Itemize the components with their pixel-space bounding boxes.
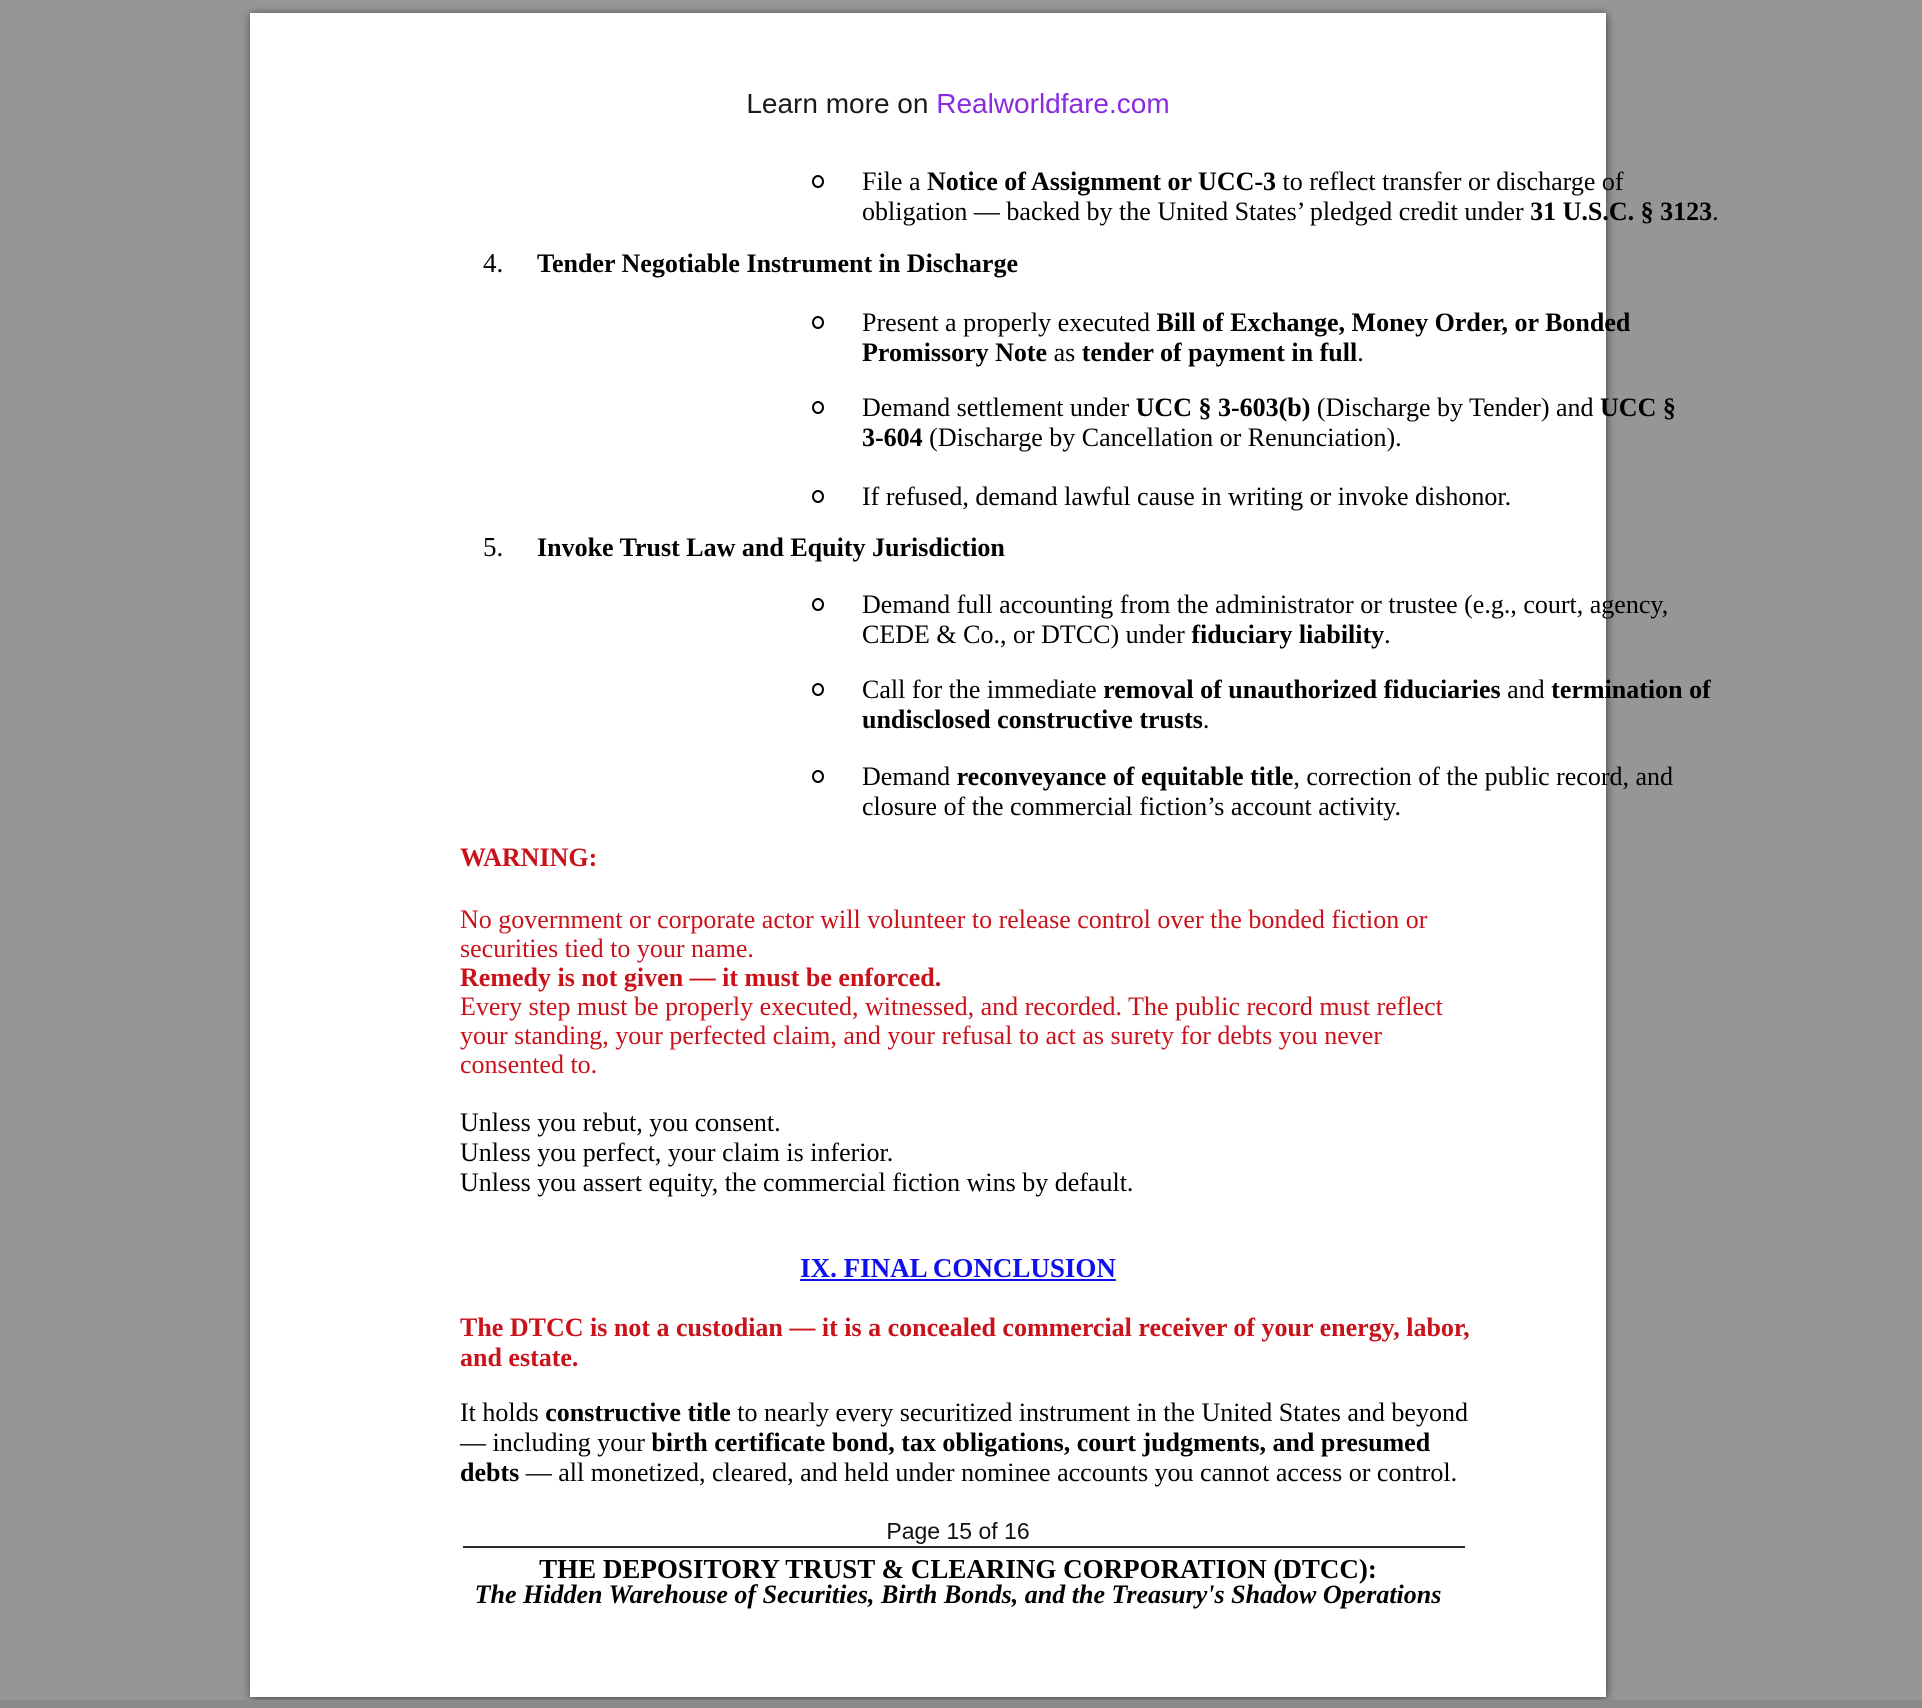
- header-text: Learn more on: [746, 88, 937, 119]
- bullet-text: Demand reconveyance of equitable title, correction of the public record, and closure of the commercial fiction’s account activity.: [862, 762, 1674, 821]
- conclusion-lead-paragraph: The DTCC is not a custodian — it is a concealed commercial receiver of your energy, labor, and estate.: [460, 1313, 1470, 1372]
- circle-bullet-icon: [812, 175, 824, 188]
- bullet-text: Demand settlement under UCC § 3-603(b) (Discharge by Tender) and UCC § 3-604 (Discharge by Cancellation or Renunciation).: [862, 393, 1676, 452]
- footer-subtitle: The Hidden Warehouse of Securities, Birth Bonds, and the Treasury's Shadow Operations: [474, 1580, 1442, 1609]
- final-conclusion-heading: [460, 1253, 1456, 1284]
- bullet-item-if-refused: [812, 482, 1511, 512]
- footer-title: THE DEPOSITORY TRUST & CLEARING CORPORATION (DTCC):: [539, 1554, 1377, 1584]
- warning-paragraph: No government or corporate actor will volunteer to release control over the bonded fiction or securities tied to your name. Remedy is not given — it must be enforced. Every step must be properly executed, witnessed, and recorded. The public record must reflect your standing, your perfected claim, and your refusal to act as surety for debts you never consented to.: [460, 905, 1443, 1079]
- bullet-text: Call for the immediate removal of unauthorized fiduciaries and termination of undisclosed constructive trusts.: [862, 675, 1711, 734]
- window-bottom-edge: [0, 1700, 1922, 1708]
- list-item-4-heading: [483, 248, 1018, 279]
- bullet-text: Present a properly executed Bill of Exchange, Money Order, or Bonded Promissory Note as tender of payment in full.: [862, 308, 1631, 367]
- circle-bullet-icon: [812, 401, 824, 414]
- circle-bullet-icon: [812, 770, 824, 783]
- page-header: [460, 87, 1456, 121]
- bullet-item-file-ucc3: [812, 167, 1719, 227]
- bullet-text: Demand full accounting from the administrator or trustee (e.g., court, agency, CEDE & Co., or DTCC) under fiduciary liability.: [862, 590, 1669, 649]
- list-title: Tender Negotiable Instrument in Discharge: [537, 249, 1018, 278]
- bullet-item-removal-fiduciaries: [812, 675, 1711, 735]
- circle-bullet-icon: [812, 490, 824, 503]
- list-number: 5.: [483, 532, 504, 562]
- realworldfare-link[interactable]: Realworldfare.com: [936, 88, 1170, 119]
- bullet-item-reconveyance: [812, 762, 1673, 822]
- bullet-item-present-instrument: [812, 308, 1630, 368]
- final-conclusion-text: IX. FINAL CONCLUSION: [800, 1253, 1116, 1283]
- bullet-text: File a Notice of Assignment or UCC-3 to reflect transfer or discharge of obligation — backed by the United States’ pledged credit under 31 U.S.C. § 3123.: [862, 167, 1719, 226]
- circle-bullet-icon: [812, 683, 824, 696]
- page-number: Page 15 of 16: [886, 1518, 1030, 1544]
- list-title: Invoke Trust Law and Equity Jurisdiction: [537, 533, 1005, 562]
- conclusion-body-paragraph: It holds constructive title to nearly every securitized instrument in the United States and beyond — including your birth certificate bond, tax obligations, court judgments, and presumed debts — all monetized, cleared, and held under nominee accounts you cannot access or control.: [460, 1398, 1468, 1487]
- circle-bullet-icon: [812, 316, 824, 329]
- footer-divider-line: [463, 1546, 1465, 1548]
- list-number: 4.: [483, 248, 504, 278]
- circle-bullet-icon: [812, 598, 824, 611]
- list-item-5-heading: [483, 532, 1005, 563]
- bullet-item-demand-settlement: [812, 393, 1676, 453]
- warning-label: WARNING:: [460, 843, 598, 872]
- bullet-text: If refused, demand lawful cause in writing or invoke dishonor.: [862, 482, 1512, 511]
- bullet-item-demand-accounting: [812, 590, 1668, 650]
- document-page: [250, 13, 1719, 1697]
- unless-lines: Unless you rebut, you consent. Unless you perfect, your claim is inferior. Unless you assert equity, the commercial fiction wins by default.: [460, 1108, 1134, 1197]
